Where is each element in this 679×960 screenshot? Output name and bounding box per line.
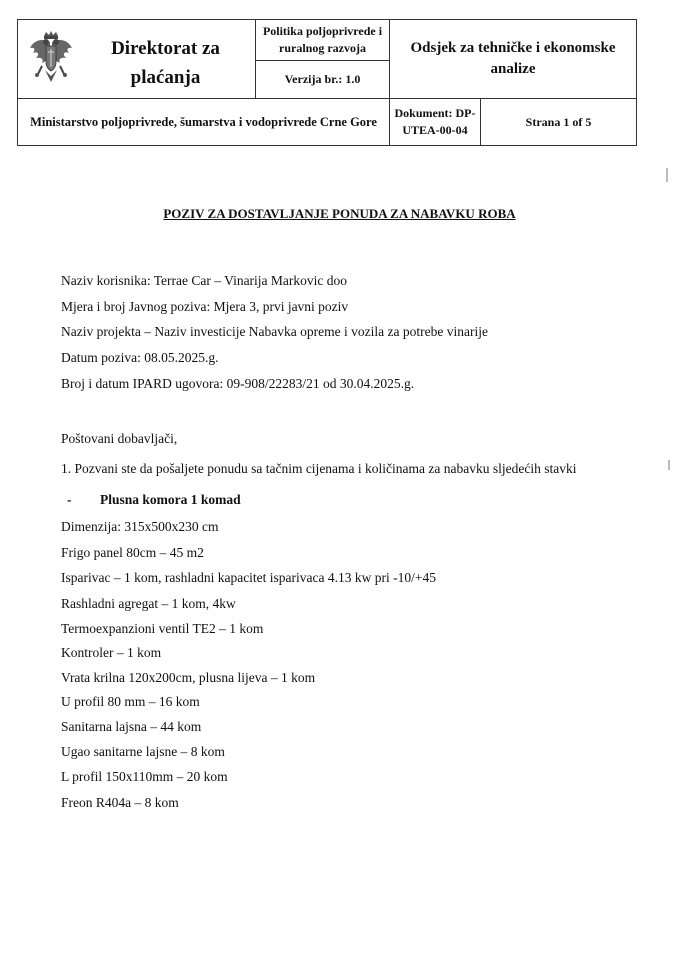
spec-line: L profil 150x110mm – 20 kom	[61, 769, 228, 784]
document-number-cell: Dokument: DP-UTEA-00-04	[390, 99, 481, 146]
spec-line: Rashladni agregat – 1 kom, 4kw	[61, 596, 236, 611]
document-header	[17, 19, 637, 146]
page-number-cell: Strana 1 of 5	[481, 99, 637, 146]
item-title: Plusna komora 1 komad	[100, 492, 241, 507]
version-cell: Verzija br.: 1.0	[256, 61, 390, 99]
scan-mark	[666, 168, 668, 182]
info-contract: Broj i datum IPARD ugovora: 09-908/22283/21 od 30.04.2025.g.	[61, 376, 415, 391]
spec-line: Isparivac – 1 kom, rashladni kapacitet isparivaca 4.13 kw pri -10/+45	[61, 570, 437, 585]
department-cell: Odsjek za tehničke i ekonomske analize	[390, 20, 637, 99]
item-dash: -	[67, 492, 72, 507]
spec-line: Kontroler – 1 kom	[61, 645, 162, 660]
coat-of-arms-icon	[28, 30, 74, 88]
spec-line: U profil 80 mm – 16 kom	[61, 694, 200, 709]
ministry-cell: Ministarstvo poljoprivrede, šumarstva i vodoprivrede Crne Gore	[18, 99, 390, 146]
info-project: Naziv projekta – Naziv investicije Nabavka opreme i vozila za potrebe vinarije	[61, 324, 488, 339]
spec-line: Dimenzija: 315x500x230 cm	[61, 519, 219, 534]
info-date: Datum poziva: 08.05.2025.g.	[61, 350, 219, 365]
directorate-title: Direktorat za plaćanja	[111, 38, 220, 88]
spec-line: Ugao sanitarne lajsne – 8 kom	[61, 744, 225, 759]
info-beneficiary: Naziv korisnika: Terrae Car – Vinarija Markovic doo	[61, 273, 348, 288]
document-title: POZIV ZA DOSTAVLJANJE PONUDA ZA NABAVKU ROBA	[163, 206, 516, 221]
policy-cell: Politika poljoprivrede i ruralnog razvoja	[256, 20, 390, 61]
directorate-cell	[18, 20, 256, 99]
spec-line: Vrata krilna 120x200cm, plusna lijeva – 1 kom	[61, 670, 316, 685]
scan-mark	[668, 460, 670, 470]
spec-line: Freon R404a – 8 kom	[61, 795, 179, 810]
item-heading	[67, 492, 241, 508]
spec-line: Frigo panel 80cm – 45 m2	[61, 545, 204, 560]
info-measure: Mjera i broj Javnog poziva: Mjera 3, prvi javni poziv	[61, 299, 349, 314]
point-1: 1. Pozvani ste da pošaljete ponudu sa tačnim cijenama i količinama za nabavku sljedećih stavki	[61, 461, 577, 476]
greeting: Poštovani dobavljači,	[61, 431, 178, 446]
spec-line: Sanitarna lajsna – 44 kom	[61, 719, 202, 734]
spec-line: Termoexpanzioni ventil TE2 – 1 kom	[61, 621, 264, 636]
